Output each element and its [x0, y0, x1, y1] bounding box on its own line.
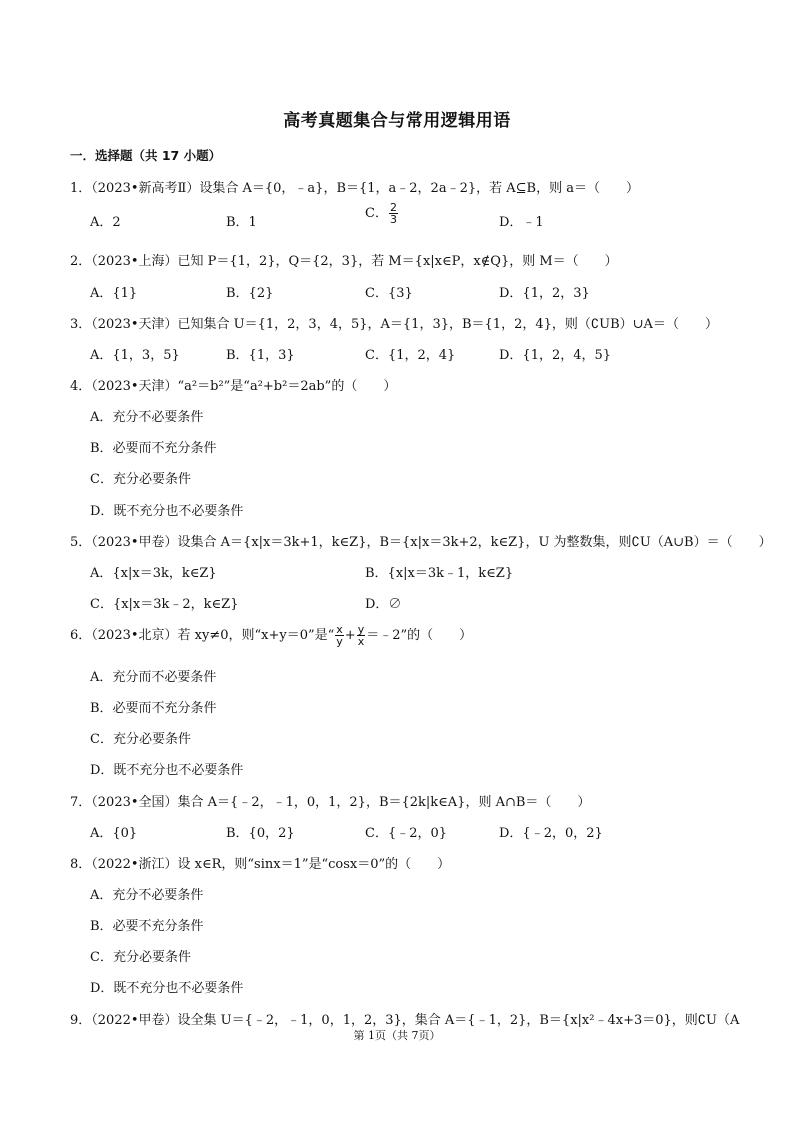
q6-plus: +	[344, 628, 356, 643]
question-5: 5．（2023•甲卷）设集合 A＝{x|x＝3k+1，k∈Z}，B＝{x|x＝3k+2，k∈Z}，U 为整数集，则∁U（A∪B）＝（ ）	[70, 535, 772, 550]
q7-option-a: A．{0}	[90, 826, 138, 841]
fraction-numerator: x	[336, 623, 343, 636]
question-8: 8．（2022•浙江）设 x∈R，则“sinx＝1”是“cosx＝0”的（ ）	[70, 857, 451, 872]
q8-option-c: C．充分必要条件	[90, 950, 191, 965]
question-2: 2．（2023•上海）已知 P＝{1，2}，Q＝{2，3}，若 M＝{x|x∈P，x∉Q}，则 M＝（ ）	[70, 254, 618, 269]
q4-option-b: B．必要而不充分条件	[90, 441, 217, 456]
q5-option-b: B．{x|x＝3k﹣1，k∈Z}	[365, 566, 514, 581]
q5-option-c: C．{x|x＝3k﹣2，k∈Z}	[90, 597, 239, 612]
q7-option-c: C．{﹣2，0}	[365, 826, 448, 841]
q6-option-a: A．充分而不必要条件	[90, 670, 217, 685]
question-7: 7．（2023•全国）集合 A＝{﹣2，﹣1，0，1，2}，B＝{2k|k∈A}，则 A∩B＝（ ）	[70, 795, 591, 810]
q4-option-a: A．充分不必要条件	[90, 410, 204, 425]
q1-option-b: B．1	[226, 215, 257, 230]
q6-option-d: D．既不充分也不必要条件	[90, 763, 244, 778]
q1-option-d: D．﹣1	[499, 215, 544, 230]
section-heading: 一．选择题（共 17 小题）	[70, 148, 222, 163]
q7-option-d: D．{﹣2，0，2}	[499, 826, 603, 841]
q1-option-c-label: C．	[365, 206, 388, 221]
q8-option-a: A．充分不必要条件	[90, 888, 204, 903]
fraction-denominator: 3	[389, 213, 397, 226]
q3-option-c: C．{1，2，4}	[365, 348, 456, 363]
q8-option-d: D．既不充分也不必要条件	[90, 981, 244, 996]
question-3: 3．（2023•天津）已知集合 U＝{1，2，3，4，5}，A＝{1，3}，B＝{1，2，4}，则（∁UB）∪A＝（ ）	[70, 317, 718, 332]
question-9: 9．（2022•甲卷）设全集 U＝{﹣2，﹣1，0，1，2，3}，集合 A＝{﹣1，2}，B＝{x|x²﹣4x+3＝0}，则∁U（A	[70, 1013, 740, 1028]
q6-stem-end: ＝﹣2”的（ ）	[366, 628, 473, 643]
q2-option-b: B．{2}	[226, 286, 274, 301]
q7-option-b: B．{0，2}	[226, 826, 295, 841]
q4-option-c: C．充分必要条件	[90, 472, 191, 487]
q3-option-d: D．{1，2，4，5}	[499, 348, 612, 363]
q2-option-a: A．{1}	[90, 286, 138, 301]
q8-option-b: B．必要不充分条件	[90, 919, 204, 934]
fraction-numerator: y	[357, 623, 365, 636]
q3-option-b: B．{1，3}	[226, 348, 295, 363]
q6-stem-start: 6．（2023•北京）若 xy≠0，则“x+y＝0”是“	[70, 628, 335, 643]
q1-option-a: A．2	[90, 215, 121, 230]
q5-option-a: A．{x|x＝3k，k∈Z}	[90, 566, 217, 581]
page-footer: 第 1页（共 7页）	[353, 1029, 441, 1042]
question-4: 4．（2023•天津）“a²＝b²”是“a²+b²＝2ab”的（ ）	[70, 379, 397, 394]
fraction-denominator: y	[336, 635, 343, 648]
q5-option-d: D．∅	[365, 597, 402, 612]
q6-fraction-y-over-x	[357, 624, 366, 647]
q1-option-c	[365, 202, 399, 225]
q2-option-d: D．{1，2，3}	[499, 286, 590, 301]
q4-option-d: D．既不充分也不必要条件	[90, 504, 244, 519]
q2-option-c: C．{3}	[365, 286, 413, 301]
q6-fraction-x-over-y	[335, 624, 344, 647]
question-6	[70, 624, 734, 647]
page-title: 高考真题集合与常用逻辑用语	[283, 111, 511, 131]
fraction-denominator: x	[357, 635, 365, 648]
q1-option-c-fraction	[389, 202, 398, 225]
question-1: 1．（2023•新高考Ⅱ）设集合 A＝{0，﹣a}，B＝{1，a﹣2，2a﹣2}，若 A⊆B，则 a＝（ ）	[70, 181, 639, 196]
q6-option-b: B．必要而不充分条件	[90, 701, 217, 716]
q6-option-c: C．充分必要条件	[90, 732, 191, 747]
q3-option-a: A．{1，3，5}	[90, 348, 180, 363]
fraction-numerator: 2	[389, 201, 397, 214]
